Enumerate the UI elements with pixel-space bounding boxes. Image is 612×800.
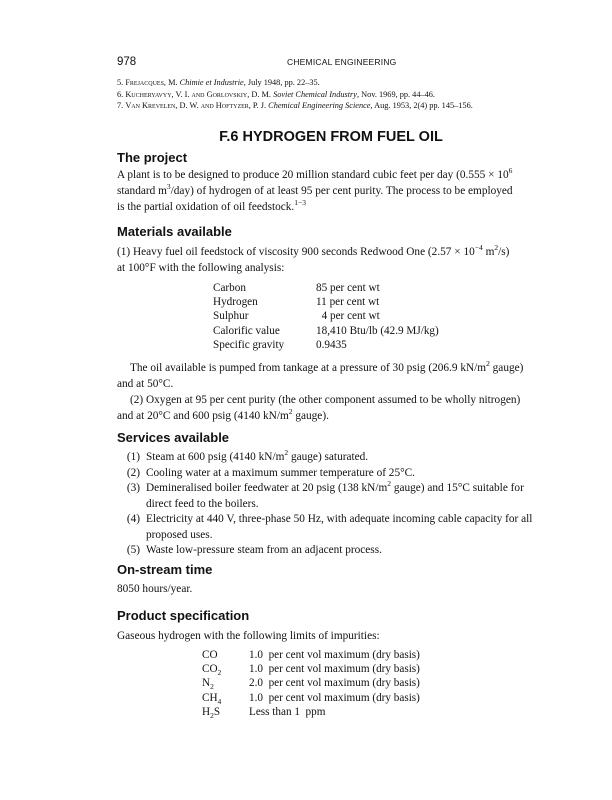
table-row: $CH_4$ 1.0 per cent vol maximum (dry basis) (202, 691, 420, 706)
reference-list (117, 77, 557, 112)
section-title: F.6 HYDROGEN FROM FUEL OIL (219, 129, 443, 145)
table-row: Carbon 85 per cent wt (213, 282, 380, 294)
reference-item: 7. Van Krevelen, D. W. and Hoftyzer, P. J. Chemical Engineering Science, Aug. 1953, 2(4) pp. 145–156. (117, 101, 473, 111)
table-row: $H_2S$ Less than 1 ppm (202, 705, 326, 720)
table-row: $N_2$ 2.0 per cent vol maximum (dry basis) (202, 677, 420, 692)
product-intro: Gaseous hydrogen with the following limits of impurities: (117, 630, 380, 642)
onstream-text: 8050 hours/year. (117, 583, 193, 595)
running-title: CHEMICAL ENGINEERING (287, 57, 397, 67)
heading-project: The project (117, 150, 188, 165)
list-item: (1) Steam at 600 psig (4140 $kN/m^2$ gauge) saturated. (126, 448, 369, 463)
list-item: (4) Electricity at 440 V, three-phase 50 Hz, with adequate incoming cable capacity for all proposed uses. (126, 513, 533, 541)
heading-onstream: On-stream time (117, 562, 213, 577)
table-row: CO 1.0 per cent vol maximum (dry basis) (202, 649, 420, 661)
reference-item: 6. Kucheryavyy, V. I. and Gorlovskiy, D. M. Soviet Chemical Industry, Nov. 1969, pp. 44–46. (117, 89, 436, 99)
reference-item: 5. Frejacques, M. Chimie et Industrie, July 1948, pp. 22–35. (117, 78, 320, 87)
services-list (117, 450, 547, 559)
heading-product: Product specification (117, 608, 250, 623)
oil-analysis-table (213, 282, 439, 353)
table-row: Calorific value 18,410 Btu/lb (42.9 MJ/kg) (213, 324, 439, 337)
impurity-table (202, 649, 420, 720)
table-row: Hydrogen 11 per cent wt (213, 296, 380, 309)
materials-oil-paragraph: The oil available is pumped from tankage at a pressure of 30 psig (206.9 $kN/m^2$ gauge) and at 50°C. (2) Oxygen at 95 per cent purity (the other component assumed to be wholly nitrogen) and at 20°C and 600 psig (4140 $kN/m^2$ gauge). (117, 359, 524, 422)
page-number: 978 (117, 56, 137, 68)
table-row: Specific gravity 0.9435 (213, 338, 347, 351)
list-item: (3) Demineralised boiler feedwater at 20 psig (138 $kN/m^2$ gauge) and 15°C suitable for direct feed to the boilers. (126, 479, 524, 510)
project-paragraph: A plant is to be designed to produce 20 million standard cubic feet per day ($0.555 \times 10^6$ standard $m^3/day$) of hydrogen of at least 95 per cent purity. The process to be employed is the partial oxidation of oil feedstock.$^{1-3}$ (117, 166, 513, 213)
list-item: (5) Waste low-pressure steam from an adjacent process. (126, 544, 382, 556)
materials-item-1: (1) Heavy fuel oil feedstock of viscosity 900 seconds Redwood One ($2.57 \times 10^{-4}$ $m^2/s$) at 100°F with the following analysis: (117, 243, 510, 274)
list-item: (2) Cooling water at a maximum summer temperature of 25°C. (126, 466, 415, 479)
heading-materials: Materials available (117, 224, 232, 239)
table-row: $CO_2$ 1.0 per cent vol maximum (dry basis) (202, 663, 420, 678)
heading-services: Services available (117, 430, 230, 445)
table-row: Sulphur 4 per cent wt (213, 310, 380, 323)
